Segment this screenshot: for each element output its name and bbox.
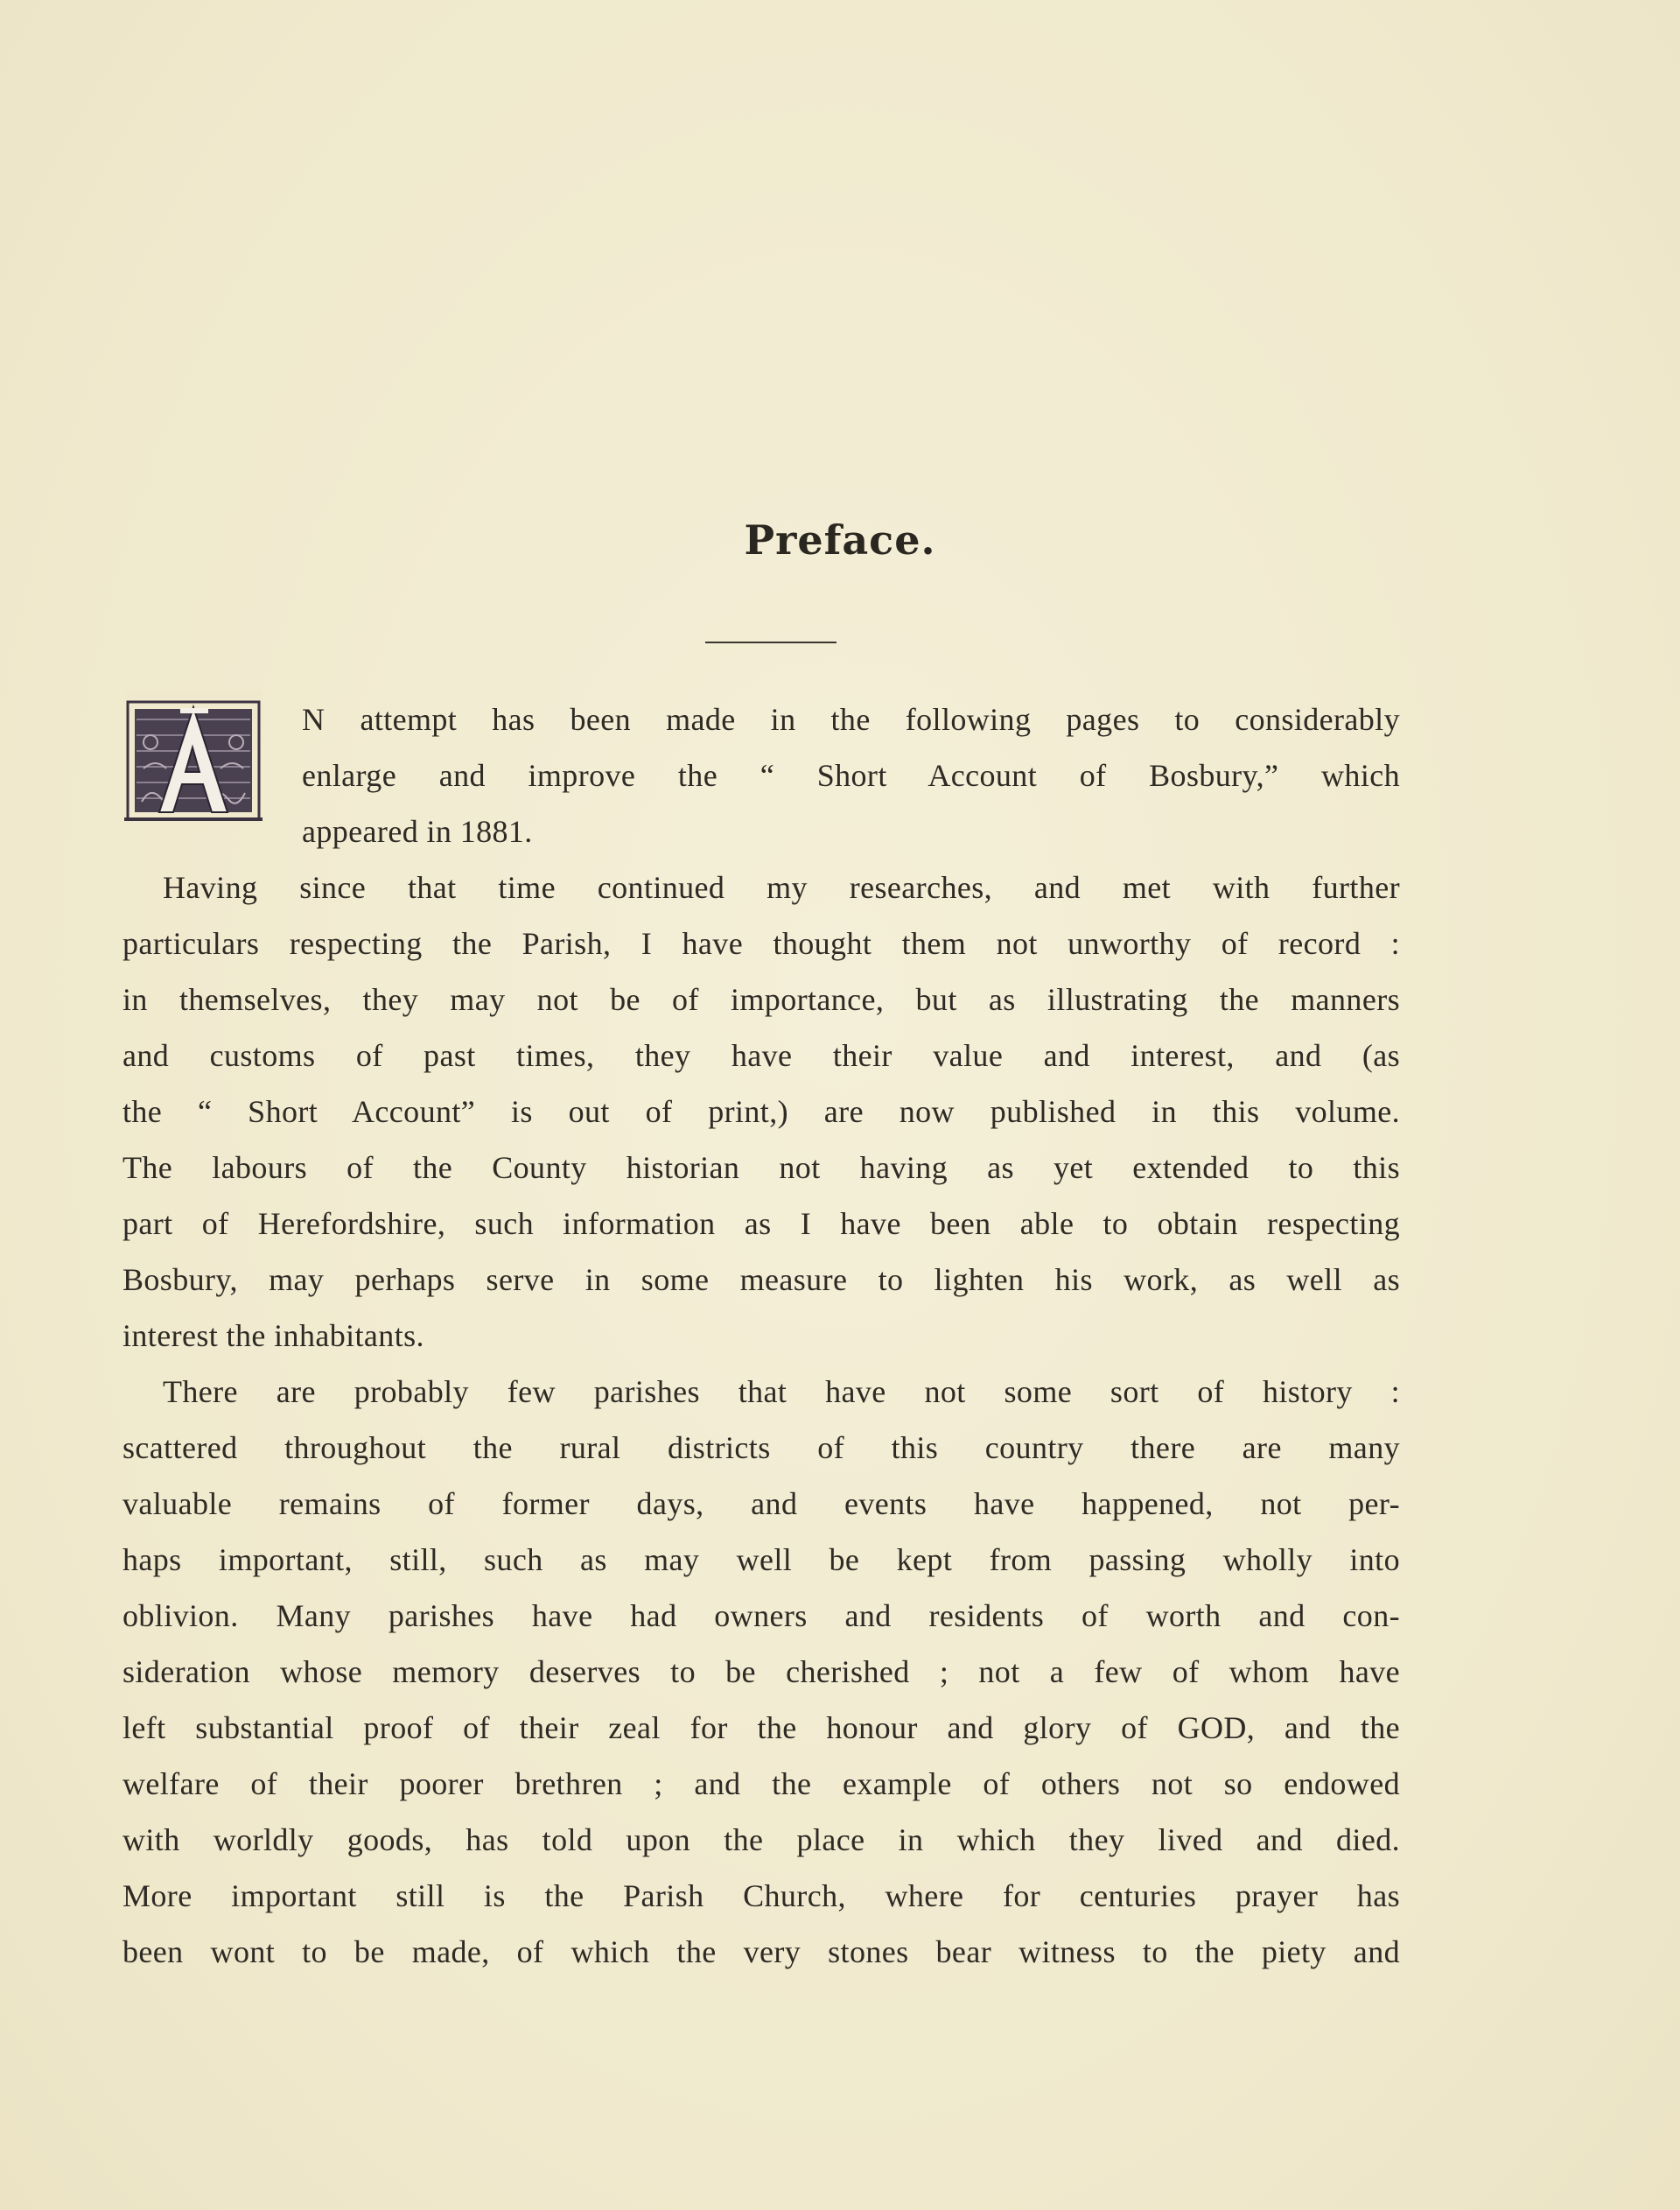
text-line: scattered throughout the rural districts of this country there are many — [122, 1430, 1400, 1465]
page-title: Preface. — [744, 516, 936, 564]
text-line: oblivion. Many parishes have had owners and residents of worth and con- — [122, 1598, 1400, 1633]
text-line: haps important, still, such as may well be kept from passing wholly into — [122, 1542, 1400, 1577]
text-line: Having since that time continued my researches, and met with further — [163, 870, 1400, 905]
text-line: particulars respecting the Parish, I have thought them not unworthy of record : — [122, 926, 1400, 961]
text-line: appeared in 1881. — [302, 814, 533, 849]
text-line: enlarge and improve the “ Short Account of Bosbury,” which — [302, 758, 1400, 793]
text-line: left substantial proof of their zeal for the honour and glory of GOD, and the — [122, 1710, 1400, 1745]
text-line: N attempt has been made in the following pages to considerably — [302, 702, 1400, 737]
text-line: sideration whose memory deserves to be cherished ; not a few of whom have — [122, 1654, 1400, 1689]
text-line: The labours of the County historian not having as yet extended to this — [122, 1150, 1400, 1185]
text-line: the “ Short Account” is out of print,) are now published in this volume. — [122, 1094, 1400, 1129]
text-line: valuable remains of former days, and events have happened, not per- — [122, 1486, 1400, 1521]
text-line: interest the inhabitants. — [122, 1318, 424, 1353]
text-line: with worldly goods, has told upon the place in which they lived and died. — [122, 1822, 1400, 1857]
text-line: welfare of their poorer brethren ; and the example of others not so endowed — [122, 1766, 1400, 1801]
text-line: More important still is the Parish Church, where for centuries prayer has — [122, 1878, 1400, 1913]
text-line: Bosbury, may perhaps serve in some measure to lighten his work, as well as — [122, 1262, 1400, 1297]
text-line: There are probably few parishes that have not some sort of history : — [163, 1374, 1400, 1409]
text-line: part of Herefordshire, such information as I have been able to obtain respecting — [122, 1206, 1400, 1241]
text-line: been wont to be made, of which the very stones bear witness to the piety and — [122, 1934, 1400, 1969]
text-line: and customs of past times, they have their value and interest, and (as — [122, 1038, 1400, 1073]
text-line: in themselves, they may not be of importance, but as illustrating the manners — [122, 982, 1400, 1017]
